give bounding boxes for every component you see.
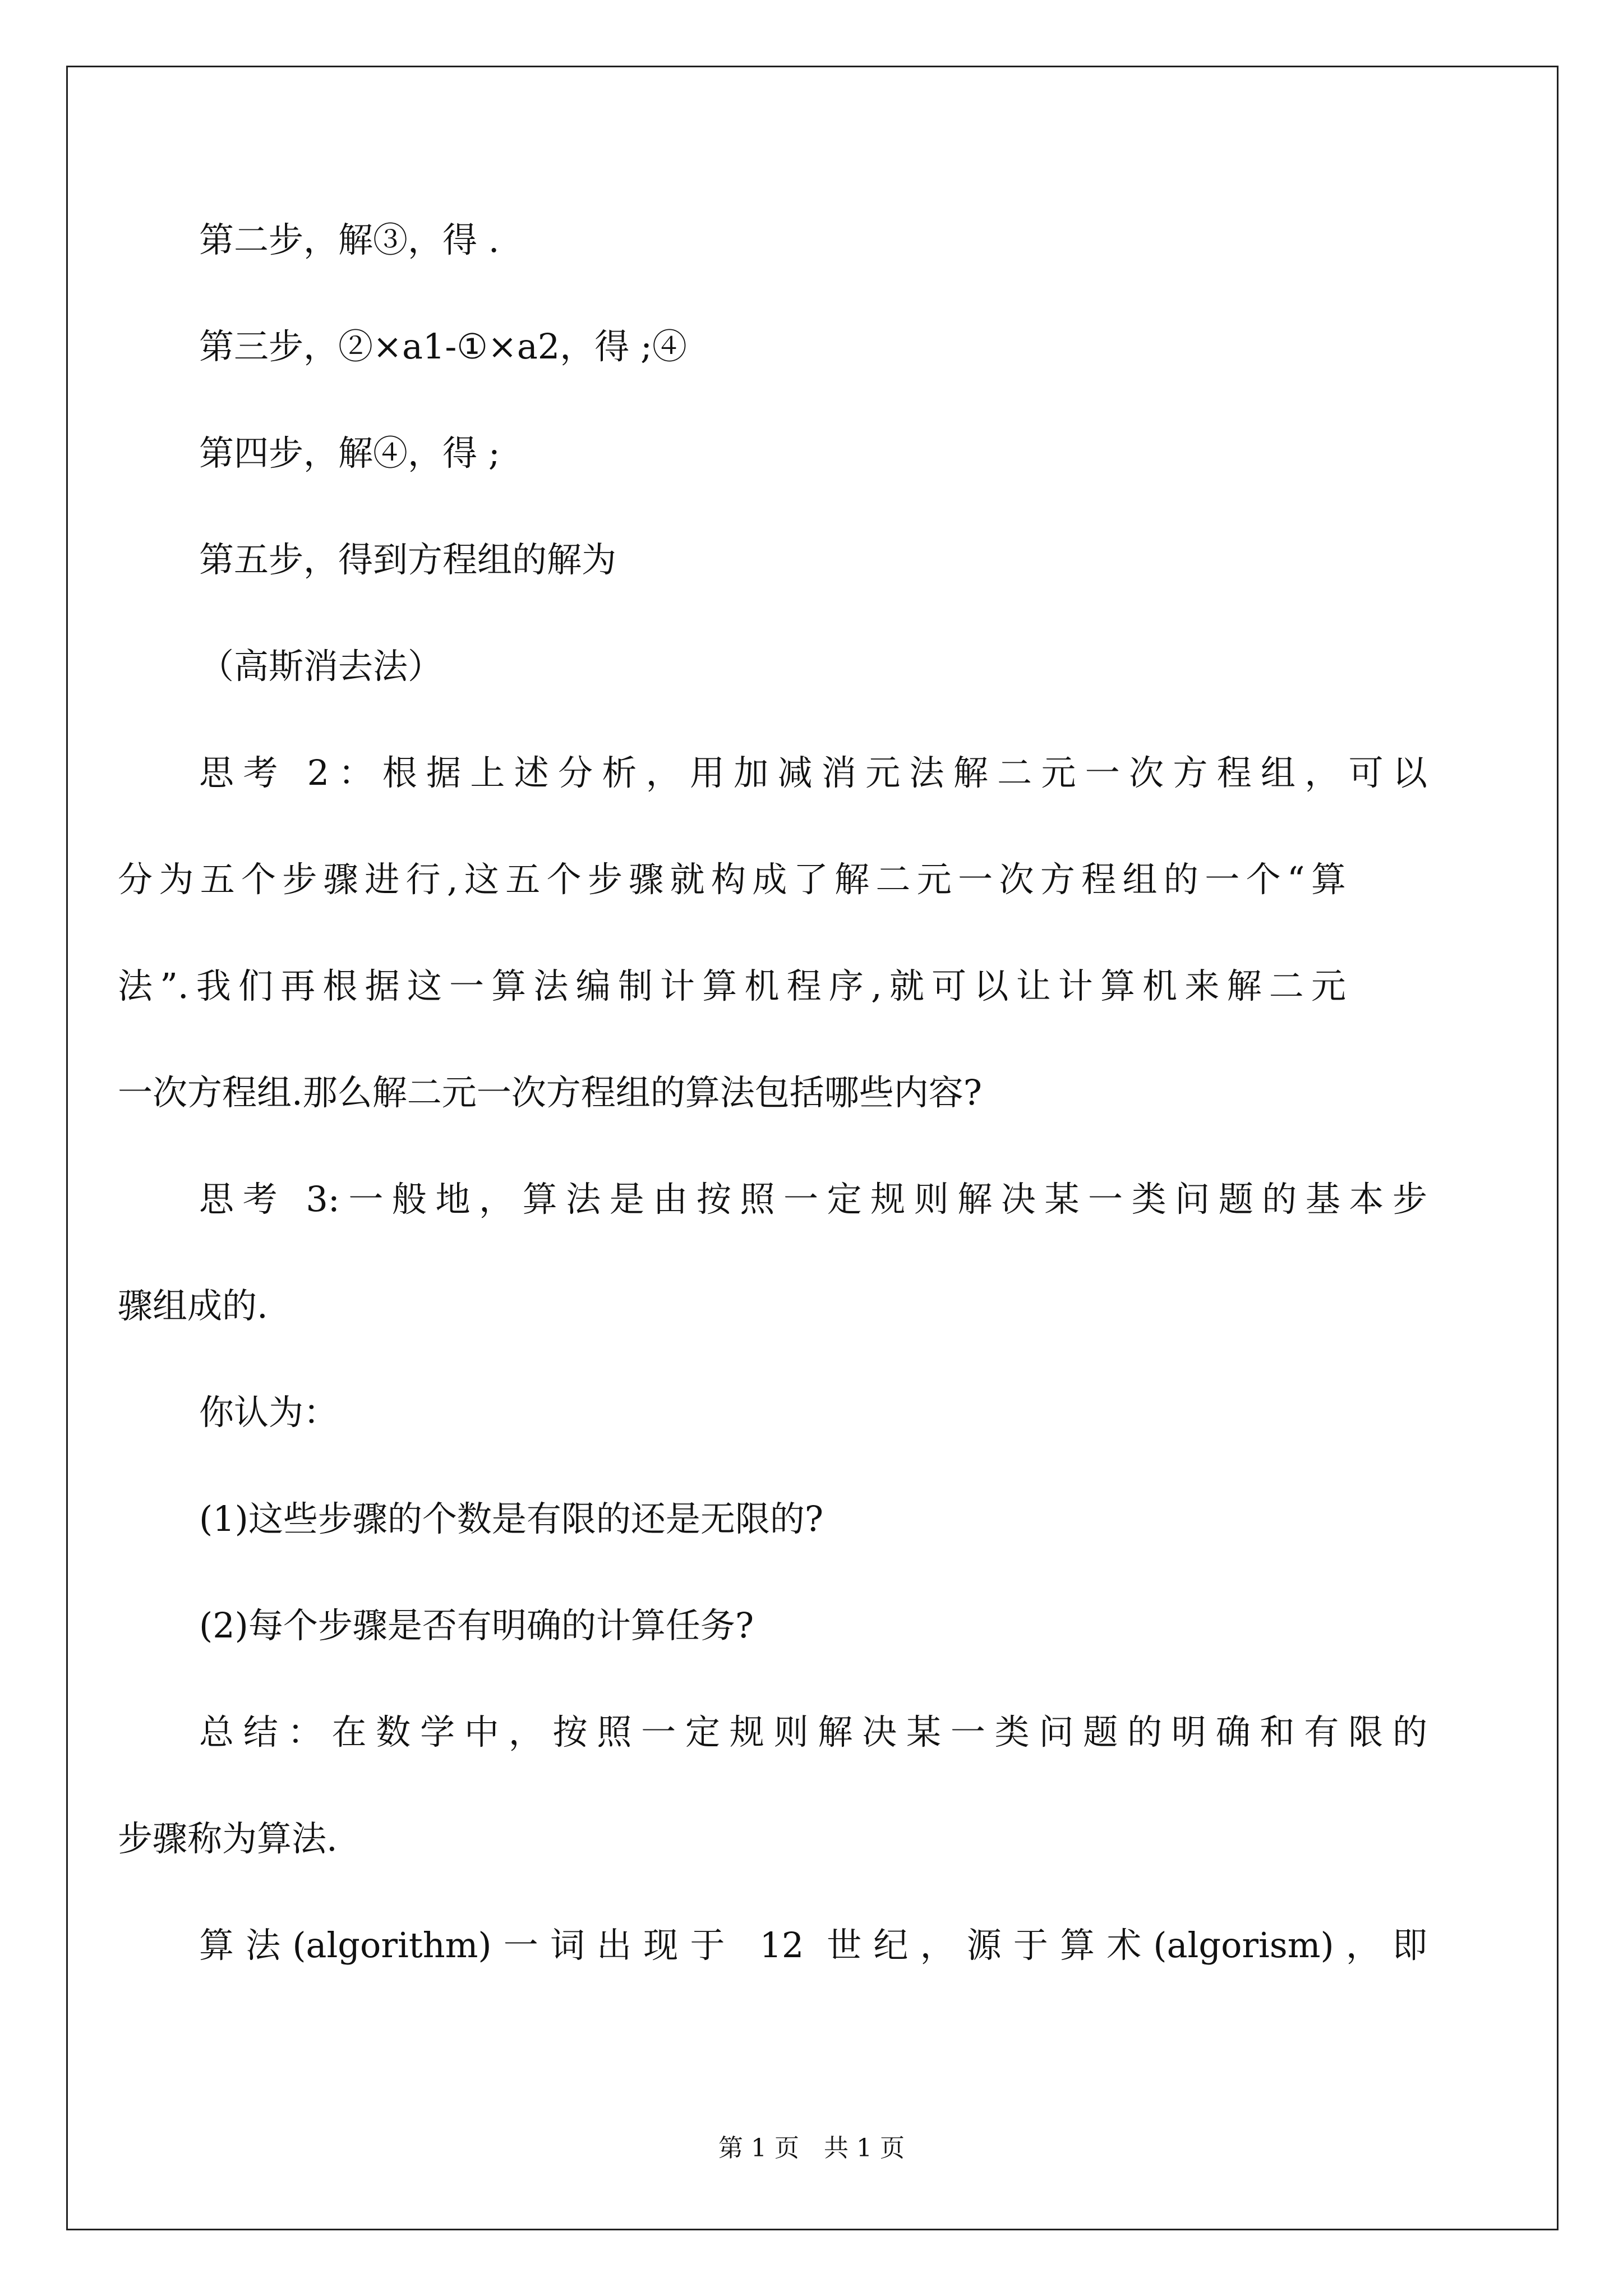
step-five-line: 第五步，得到方程组的解为 bbox=[199, 539, 617, 580]
think2-line-3: 法”.我们再根据这一算法编制计算机程序,就可以让计算机来解二元 bbox=[118, 965, 1346, 1006]
question-1-line: (1)这些步骤的个数是有限的还是无限的? bbox=[199, 1498, 824, 1539]
step-two-line: 第二步，解③，得 . bbox=[199, 219, 500, 260]
think3-line-2: 骤组成的. bbox=[118, 1285, 268, 1326]
page-footer: 第 1 页 共 1 页 bbox=[718, 2134, 905, 2162]
think2-line-2: 分为五个步骤进行,这五个步骤就构成了解二元一次方程组的一个“算 bbox=[118, 859, 1346, 900]
text-block bbox=[118, 219, 1427, 1966]
you-think-line: 你认为： bbox=[199, 1392, 339, 1433]
algorithm-line: 算法(algorithm)一词出现于 12 世纪，源于算术(algorism)，即 bbox=[199, 1925, 1427, 1966]
think3-line-1: 思考 3:一般地，算法是由按照一定规则解决某一类问题的基本步 bbox=[199, 1179, 1427, 1220]
step-three-line: 第三步，②×a1-①×a2，得 ;④ bbox=[199, 326, 687, 367]
summary-line-2: 步骤称为算法. bbox=[118, 1818, 338, 1859]
gauss-elimination-line: （高斯消去法） bbox=[199, 646, 443, 687]
think2-line-1: 思考 2：根据上述分析，用加减消元法解二元一次方程组，可以 bbox=[199, 752, 1427, 793]
step-four-line: 第四步，解④，得 ; bbox=[199, 432, 500, 473]
document-body bbox=[118, 219, 1427, 2031]
question-2-line: (2)每个步骤是否有明确的计算任务? bbox=[199, 1605, 754, 1646]
think2-line-4: 一次方程组.那么解二元一次方程组的算法包括哪些内容? bbox=[118, 1072, 982, 1113]
summary-line-1: 总结：在数学中，按照一定规则解决某一类问题的明确和有限的 bbox=[199, 1711, 1427, 1752]
